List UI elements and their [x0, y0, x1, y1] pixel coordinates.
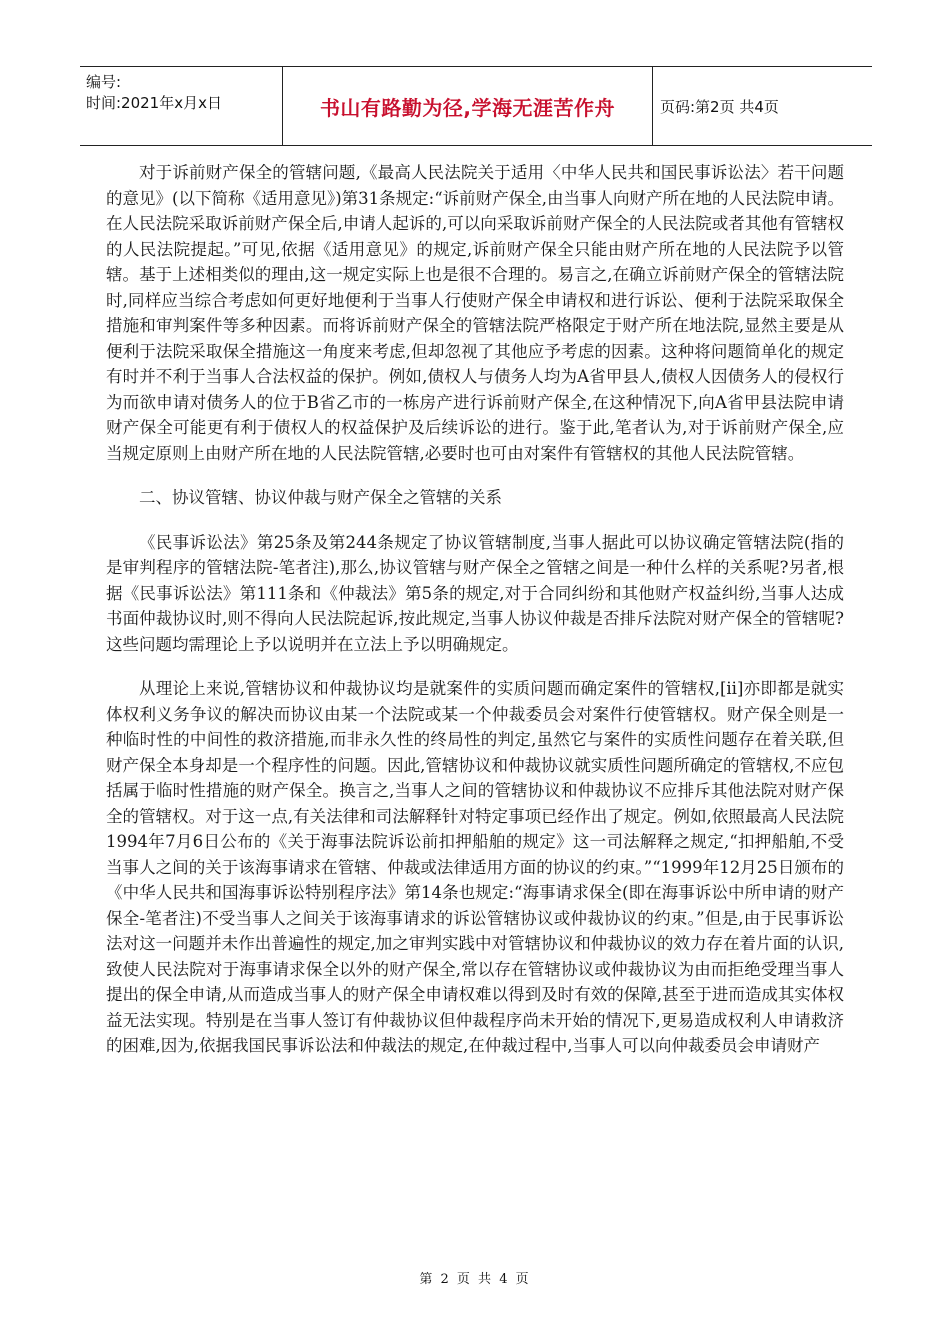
time-label: 时间:2021年x月x日	[86, 94, 222, 112]
document-body	[106, 160, 844, 1059]
paragraph: 从理论上来说,管辖协议和仲裁协议均是就案件的实质问题而确定案件的管辖权,[ii]亦即都是就实体权利义务争议的解决而协议由某一个法院或某一个仲裁委员会对案件行使管辖权。财产保全则是一种临时性的中间性的救济措施,而非永久性的终局性的判定,虽然它与案件的实质性问题存在着关联,但财产保全本身却是一个程序性的问题。因此,管辖协议和仲裁协议就实质性问题所确定的管辖权,不应包括属于临时性措施的财产保全。换言之,当事人之间的管辖协议和仲裁协议不应排斥其他法院对财产保全的管辖权。对于这一点,有关法律和司法解释针对特定事项已经作出了规定。例如,依照最高人民法院1994年7月6日公布的《关于海事法院诉讼前扣押船舶的规定》这一司法解释之规定,“扣押船舶,不受当事人之间的关于该海事请求在管辖、仲裁或法律适用方面的协议的约束。”“1999年12月25日颁布的《中华人民共和国海事诉讼特别程序法》第14条也规定:“海事请求保全(即在海事诉讼中所申请的财产保全-笔者注)不受当事人之间关于该海事请求的诉讼管辖协议或仲裁协议的约束。”但是,由于民事诉讼法对这一问题并未作出普遍性的规定,加之审判实践中对管辖协议和仲裁协议的效力存在着片面的认识,致使人民法院对于海事请求保全以外的财产保全,常以存在管辖协议或仲裁协议为由而拒绝受理当事人提出的保全申请,从而造成当事人的财产保全申请权难以得到及时有效的保障,甚至于进而造成其实体权益无法实现。特别是在当事人签订有仲裁协议但仲裁程序尚未开始的情况下,更易造成权利人申请救济的困难,因为,依据我国民事诉讼法和仲裁法的规定,在仲裁过程中,当事人可以向仲裁委员会申请财产	[106, 679, 844, 1055]
header-page-info: 页码:第2页 共4页	[660, 97, 779, 116]
header-motto: 书山有路勤为径,学海无涯苦作舟	[283, 67, 653, 145]
page-footer: 第 2 页 共 4 页	[419, 1272, 531, 1287]
number-label: 编号:	[86, 73, 122, 91]
paragraph: 《民事诉讼法》第25条及第244条规定了协议管辖制度,当事人据此可以协议确定管辖法院(指的是审判程序的管辖法院-笔者注),那么,协议管辖与财产保全之管辖之间是一种什么样的关系呢?另者,根据《民事诉讼法》第111条和《仲裁法》第5条的规定,对于合同纠纷和其他财产权益纠纷,当事人达成书面仲裁协议时,则不得向人民法院起诉,按此规定,当事人协议仲裁是否排斥法院对财产保全的管辖呢?这些问题均需理论上予以说明并在立法上予以明确规定。	[106, 532, 844, 654]
page-header	[80, 66, 872, 146]
paragraph: 对于诉前财产保全的管辖问题,《最高人民法院关于适用〈中华人民共和国民事诉讼法〉若干问题的意见》(以下简称《适用意见》)第31条规定:“诉前财产保全,由当事人向财产所在地的人民法院申请。在人民法院采取诉前财产保全后,申请人起诉的,可以向采取诉前财产保全的人民法院或者其他有管辖权的人民法院提起。”可见,依据《适用意见》的规定,诉前财产保全只能由财产所在地的人民法院予以管辖。基于上述相类似的理由,这一规定实际上也是很不合理的。易言之,在确立诉前财产保全的管辖法院时,同样应当综合考虑如何更好地便利于当事人行使财产保全申请权和进行诉讼、便利于法院采取保全措施和审判案件等多种因素。而将诉前财产保全的管辖法院严格限定于财产所在地法院,显然主要是从便利于法院采取保全措施这一角度来考虑,但却忽视了其他应予考虑的因素。这种将问题简单化的规定有时并不利于当事人合法权益的保护。例如,债权人与债务人均为A省甲县人,债权人因债务人的侵权行为而欲申请对债务人的位于B省乙市的一栋房产进行诉前财产保全,在这种情况下,向A省甲县法院申请财产保全可能更有利于债权人的权益保护及后续诉讼的进行。鉴于此,笔者认为,对于诉前财产保全,应当规定原则上由财产所在地的人民法院管辖,必要时也可由对案件有管辖权的其他人民法院管辖。	[106, 163, 844, 463]
header-meta	[80, 67, 283, 145]
section-heading: 二、协议管辖、协议仲裁与财产保全之管辖的关系	[139, 488, 502, 507]
